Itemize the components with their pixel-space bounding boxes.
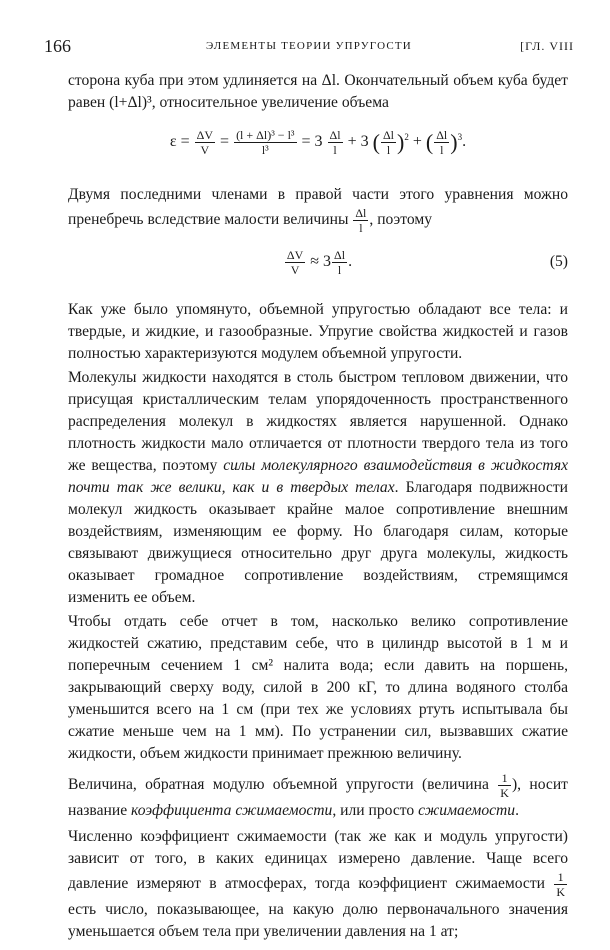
eq1-frac-linear: $\frac{\Delta l}{l}$ <box>329 128 341 157</box>
eq1-equals-3: = 3 <box>301 133 323 151</box>
paragraph-4: Молекулы жидкости находятся в столь быстром тепловом движении, что присущая кристаллическим телам упорядоченность пространственного распределения молекул в жидкостях является нарушенной. Однако плотность жидкости мало отличается от плотности твердого тела из того же вещества, поэтому силы молекулярного взаимодействия в жидкостях почти так же велики, как и в твердых телах. Благодаря подвижности молекул жидкость оказывает крайне малое сопротивление внешним воздействиям, изменяющим ее форму. Но благодаря силам, которые связывают движущиеся относительно друг друга молекулы, жидкость оказывает громадное сопротивление воздействиям, стремящимся изменить ее объем. <box>68 369 568 606</box>
paragraph-1: сторона куба при этом удлиняется на Δl. Окончательный объем куба будет равен (l+Δl)³, относительное увеличение объема <box>68 72 568 111</box>
eq1-plus-3: + 3 <box>347 133 369 151</box>
eq2-approx: ≈ 3 <box>310 253 332 270</box>
eq1-equals: = <box>220 133 230 151</box>
running-header <box>44 36 574 58</box>
paragraph-7: Численно коэффициент сжимаемости (так же как и модуль упругости) зависит от того, в каких единицах измерено давление. Чаще всего давление измеряют в атмосферах, тогда коэффициент сжимаемости $\frac{1}{K}$ есть число, показывающее, на какую долю первоначального значения уменьшается объем тела при увеличении давления на 1 ат; <box>68 828 568 940</box>
paragraph-5: Чтобы отдать себе отчет в том, насколько велико сопротивление жидкостей сжатию, представим себе, что в цилиндр высотой в 1 м и поперечным сечением 1 см² налита вода; если давить на поршень, закрывающий сверху воду, силой в 200 кГ, то длина водяного столба уменьшится всего на 1 см (при тех же условиях ртуть испытывала бы сжатие меньше чем на 1 мм). По устранении сил, вызвавших сжатие жидкости, объем жидкости принимает прежнюю величину. <box>68 613 568 762</box>
eq1-exp-2: 2 <box>404 131 409 142</box>
page-body <box>68 70 568 943</box>
eq2-frac-dl-l: $\frac{\Delta l}{l}$ <box>334 247 346 277</box>
eq1-frac-dv-v: $\frac{\Delta V}{V}$ <box>196 128 214 157</box>
eq1-frac-expansion: $\frac{\text{(l + Δl)³ − l³}}{\text{l³}}$ <box>236 128 295 157</box>
paragraph-2: Двумя последними членами в правой части этого уравнения можно пренебречь вследствие малости величины $\frac{\Delta l}{l}$ , поэтому <box>68 186 568 235</box>
chapter-label: [ГЛ. VIII <box>520 39 574 53</box>
p7-frac: $\frac{1}{K}$ <box>556 870 565 899</box>
eq1-plus: + <box>412 133 422 151</box>
p2-frac: $\frac{\Delta l}{l}$ <box>355 206 367 235</box>
equation-number: (5) <box>549 253 568 270</box>
running-title: ЭЛЕМЕНТЫ ТЕОРИИ УПРУГОСТИ <box>206 40 412 52</box>
eq1-exp-3: 3 <box>457 131 463 142</box>
eq2-frac-dv-v: $\frac{\Delta V}{V}$ <box>286 247 304 277</box>
equation-strain: ε = $\frac{\Delta V}{V}$ = $\frac{\text{(l + Δl)³ − l³}}{\text{l³}}$ = 3 $\frac{\Delta l}{l}$ + 3 ( $\frac{\Delta l}{l}$ )$^2$ + ( $\frac{\Delta l}{l}$ )$^3$. <box>169 128 467 157</box>
paragraph-3: Как уже было упомянуто, объемной упругостью обладают все тела: и твердые, и жидкие, и газообразные. Упругие свойства жидкостей и газов полностью характеризуются модулем объемной упругости. <box>68 301 568 362</box>
page-number: 166 <box>44 36 71 56</box>
equation-5: $\frac{\Delta V}{V}$ ≈ 3 $\frac{\Delta l}{l}$ . (5) <box>68 239 568 285</box>
p6-frac: $\frac{1}{K}$ <box>500 771 509 800</box>
eq1-frac-cube: $\frac{\Delta l}{l}$ <box>436 128 448 157</box>
paragraph-6: Величина, обратная модулю объемной упругости (величина $\frac{1}{K}$ ), носит название коэффициента сжимаемости, или просто сжимаемости. <box>68 771 568 819</box>
eq1-frac-square: $\frac{\Delta l}{l}$ <box>382 128 395 157</box>
eq1-lhs: ε = <box>169 133 190 151</box>
